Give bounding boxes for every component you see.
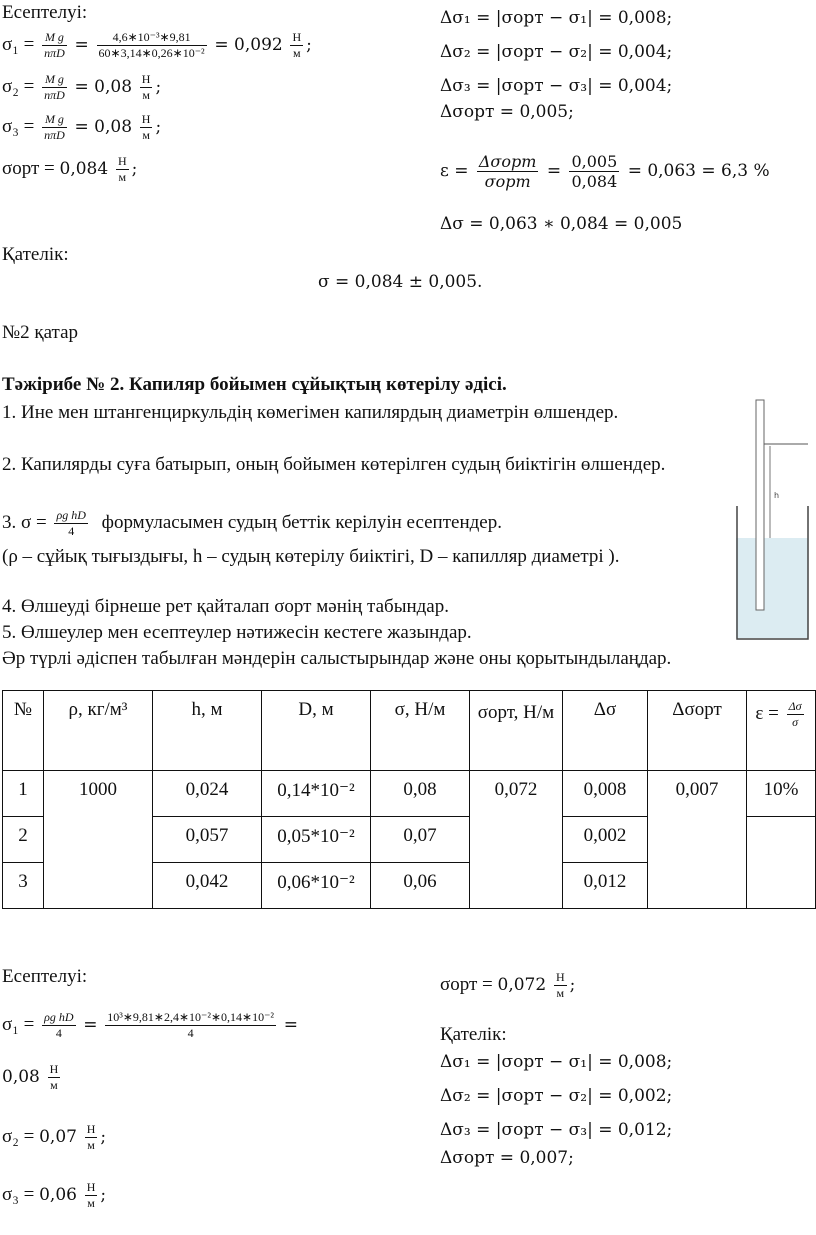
sigma1-formula-frac (42, 30, 67, 61)
col-header-d: D, м (262, 691, 371, 771)
frac-num: 0,005 (571, 152, 618, 171)
frac-num: M g (44, 72, 64, 86)
sigma2-formula: σ₂ = $\frac{\text{M g}}{\text{nπD}}$ = 0,08 $\frac{Н}{м}$ ; (2, 72, 162, 102)
results-table (2, 690, 816, 909)
eps-frac-numeric (569, 152, 619, 191)
cell-h: 0,042 (153, 863, 262, 909)
error-heading-1: Қателік: (2, 244, 69, 265)
frac-den: nπD (44, 88, 65, 102)
cell-dsigma: 0,008 (563, 771, 648, 817)
sigma-avg-label: σорт = (440, 973, 493, 995)
delta-sigma3: Δσ₃ = |σорт − σ₃| = 0,004; (440, 76, 673, 96)
cell-eps-empty (747, 817, 816, 909)
sigma-avg-value: 0,072 (497, 974, 547, 995)
sigma1-label: σ₁ = (2, 1013, 35, 1035)
unit-den: м (290, 45, 303, 61)
row-heading: №2 қатар (2, 322, 79, 343)
delta-sigma1: Δσ₁ = |σорт − σ₁| = 0,008; (440, 8, 673, 28)
sigma1-label: σ₁ = (2, 33, 35, 55)
unit-den: м (554, 985, 567, 1001)
unit-n-per-m (140, 72, 153, 103)
cell-d: 0,06*10⁻² (262, 863, 371, 909)
sigma3-formula: σ₃ = $\frac{\text{M g}}{\text{nπD}}$ = 0,08 $\frac{Н}{м}$ ; (2, 112, 162, 142)
step-1: 1. Ине мен штангенциркульдің көмегімен капилярдың диаметрін өлшендер. (2, 402, 619, 423)
frac-den: 4 (54, 523, 87, 539)
unit-den: м (116, 169, 129, 185)
unit-num: Н (49, 1062, 59, 1076)
unit-num: Н (292, 30, 302, 44)
sigma1-result: = 0,092 (214, 34, 283, 55)
col-header-sigma: σ, Н/м (371, 691, 470, 771)
cell-dsigma: 0,002 (563, 817, 648, 863)
frac-den: 0,084 (571, 172, 618, 191)
cell-sigma: 0,06 (371, 863, 470, 909)
step-4: 4. Өлшеуді бірнеше рет қайталап σорт мәнің табындар. (2, 596, 449, 617)
unit-n-per-m (116, 154, 129, 185)
capillary-tube (756, 400, 764, 610)
cell-dsigma-avg: 0,007 (648, 771, 747, 909)
frac-num: Δσорт (478, 152, 537, 171)
cell-h: 0,057 (153, 817, 262, 863)
cell-d: 0,05*10⁻² (262, 817, 371, 863)
delta-sigma2: Δσ₂ = |σорт − σ₂| = 0,004; (440, 42, 673, 62)
col-header-sigma-avg: σорт, Н/м (470, 691, 563, 771)
unit-den: м (140, 87, 153, 103)
eps-header-label: ε = (755, 702, 779, 724)
unit-num: Н (141, 72, 151, 86)
frac-num: Δσ (788, 699, 802, 713)
sigma1-substitution (105, 1010, 276, 1041)
calc-heading-2: Есептелуі: (2, 966, 88, 987)
frac-den: nπD (44, 128, 65, 142)
sigma3-formula-frac (42, 112, 67, 143)
relative-error-formula: ε = $\frac{\text{Δσорт}}{\text{σорт}}$ = $\frac{0,005}{0,084}$ = 0,063 = 6,3 % (440, 152, 770, 191)
equals-sign: = (283, 1014, 299, 1035)
unit-n-per-m (290, 30, 303, 61)
unit-den: м (85, 1195, 98, 1211)
sigma2-label: σ₂ = (2, 75, 35, 97)
absolute-error-calc: Δσ = 0,063 ∗ 0,084 = 0,005 (440, 214, 683, 234)
calc-heading-1: Есептелуі: (2, 2, 88, 23)
table-header-row (3, 691, 816, 771)
col-header-dsigma: Δσ (563, 691, 648, 771)
sigma3-result-2: σ₃ = 0,06 $\frac{Н}{м}$ ; (2, 1180, 107, 1210)
frac-num: ρg hD (44, 1010, 74, 1024)
delta-sigma1-2: Δσ₁ = |σорт − σ₁| = 0,008; (440, 1052, 673, 1072)
unit-num: Н (555, 970, 565, 984)
cell-no: 1 (3, 771, 44, 817)
compare-instruction: Әр түрлі әдіспен табылған мәндерін салыстырындар және оны қорытындылаңдар. (2, 648, 672, 669)
cell-sigma-avg: 0,072 (470, 771, 563, 909)
sigma2-result-2: σ₂ = 0,07 $\frac{Н}{м}$ ; (2, 1122, 107, 1152)
cell-h: 0,024 (153, 771, 262, 817)
frac-num: ρg hD (56, 508, 86, 522)
frac-den: 4 (42, 1025, 75, 1041)
unit-den: м (140, 127, 153, 143)
height-label: h (774, 491, 780, 500)
eps-frac-symbolic (477, 152, 539, 191)
eps-header-frac (787, 699, 804, 730)
col-header-rho: ρ, кг/м³ (44, 691, 153, 771)
unit-num: Н (86, 1122, 96, 1136)
capillary-diagram (736, 398, 810, 640)
unit-n-per-m (140, 112, 153, 143)
frac-den: 4 (105, 1025, 276, 1041)
sigma1-substitution (97, 30, 207, 61)
sigma-formula (54, 508, 87, 539)
delta-sigma2-2: Δσ₂ = |σорт − σ₂| = 0,002; (440, 1086, 673, 1106)
unit-n-per-m (48, 1062, 61, 1093)
sigma3-label: σ₃ = (2, 1183, 35, 1205)
unit-den: м (48, 1077, 61, 1093)
frac-num: M g (44, 30, 64, 44)
col-header-h: h, м (153, 691, 262, 771)
sigma3-value: 0,06 (39, 1184, 77, 1205)
frac-den: σорт (477, 171, 539, 191)
experiment-title: Тәжірибе № 2. Капиляр бойымен сұйықтың көтерілу әдісі. (2, 374, 507, 395)
frac-num: M g (44, 112, 64, 126)
step-2: 2. Капилярды суға батырып, оның бойымен көтерілген судың биіктігін өлшендер. (2, 454, 666, 475)
delta-sigma3-2: Δσ₃ = |σорт − σ₃| = 0,012; (440, 1120, 673, 1140)
sigma2-label: σ₂ = (2, 1125, 35, 1147)
frac-num: 4,6∗10⁻³∗9,81 (112, 30, 191, 44)
col-header-eps (747, 691, 816, 771)
unit-num: Н (141, 112, 151, 126)
col-header-dsigma-avg: Δσорт (648, 691, 747, 771)
error-heading-2: Қателік: (440, 1024, 507, 1045)
sigma-avg-2: σорт = 0,072 $\frac{Н}{м}$ ; (440, 970, 576, 1000)
sigma1-formula-2: σ₁ = $\frac{\text{ρg hD}}{4}$ = $\frac{\text{10³∗9,81∗2,4∗10⁻²∗0,14∗10⁻²}}{4}$ = (2, 1010, 299, 1040)
eps-result: = 0,063 = 6,3 % (627, 161, 770, 181)
unit-n-per-m (554, 970, 567, 1001)
cell-no: 3 (3, 863, 44, 909)
eps-label: ε = (440, 161, 469, 181)
unit-den: м (85, 1137, 98, 1153)
sigma-avg-value: 0,084 (59, 158, 109, 179)
step-3 (2, 508, 502, 539)
cell-sigma: 0,08 (371, 771, 470, 817)
sigma2-result: = 0,08 (74, 76, 133, 97)
sigma3-result: = 0,08 (74, 116, 133, 137)
cell-sigma: 0,07 (371, 817, 470, 863)
step-3-prefix: 3. σ = (2, 511, 47, 533)
sigma2-value: 0,07 (39, 1126, 77, 1147)
sigma1-formula-frac (42, 1010, 75, 1041)
cell-dsigma: 0,012 (563, 863, 648, 909)
sigma-avg-1: σорт = 0,084 $\frac{Н}{м}$ ; (2, 154, 138, 184)
unit-num: Н (86, 1180, 96, 1194)
unit-n-per-m (85, 1180, 98, 1211)
delta-sigma-avg-2: Δσорт = 0,007; (440, 1148, 574, 1168)
frac-den: 60∗3,14∗0,26∗10⁻² (98, 46, 205, 60)
delta-sigma-avg: Δσорт = 0,005; (440, 102, 574, 122)
col-header-no: № (3, 691, 44, 771)
sigma-avg-label: σорт = (2, 157, 55, 179)
cell-rho: 1000 (44, 771, 153, 909)
sigma1-formula: σ₁ = $\frac{\text{M g}}{\text{nπD}}$ = $\frac{\text{4,6∗10⁻³∗9,81}}{\text{60∗3,14∗0,26∗10⁻²}}$ = 0,092 $\frac{Н}{м}$ ; (2, 30, 312, 60)
sigma1-value: 0,08 (2, 1066, 40, 1087)
frac-den: σ (787, 714, 804, 730)
final-result: σ = 0,084 ± 0,005. (318, 272, 483, 292)
sigma3-label: σ₃ = (2, 115, 35, 137)
water (736, 538, 808, 638)
unit-num: Н (117, 154, 127, 168)
cell-d: 0,14*10⁻² (262, 771, 371, 817)
sigma2-formula-frac (42, 72, 67, 103)
step-3-suffix: формуласымен судың беттік керілуін есептендер. (101, 511, 502, 533)
variables-legend: (ρ – сұйық тығыздығы, h – судың көтерілу биіктігі, D – капилляр диаметрі ). (2, 546, 620, 567)
sigma1-result-2 (2, 1062, 63, 1093)
cell-eps: 10% (747, 771, 816, 817)
table-row (3, 771, 816, 817)
step-5: 5. Өлшеулер мен есептеулер нәтижесін кестеге жазындар. (2, 622, 472, 643)
cell-no: 2 (3, 817, 44, 863)
frac-den: nπD (44, 46, 65, 60)
unit-n-per-m (85, 1122, 98, 1153)
frac-num: 10³∗9,81∗2,4∗10⁻²∗0,14∗10⁻² (107, 1010, 275, 1024)
